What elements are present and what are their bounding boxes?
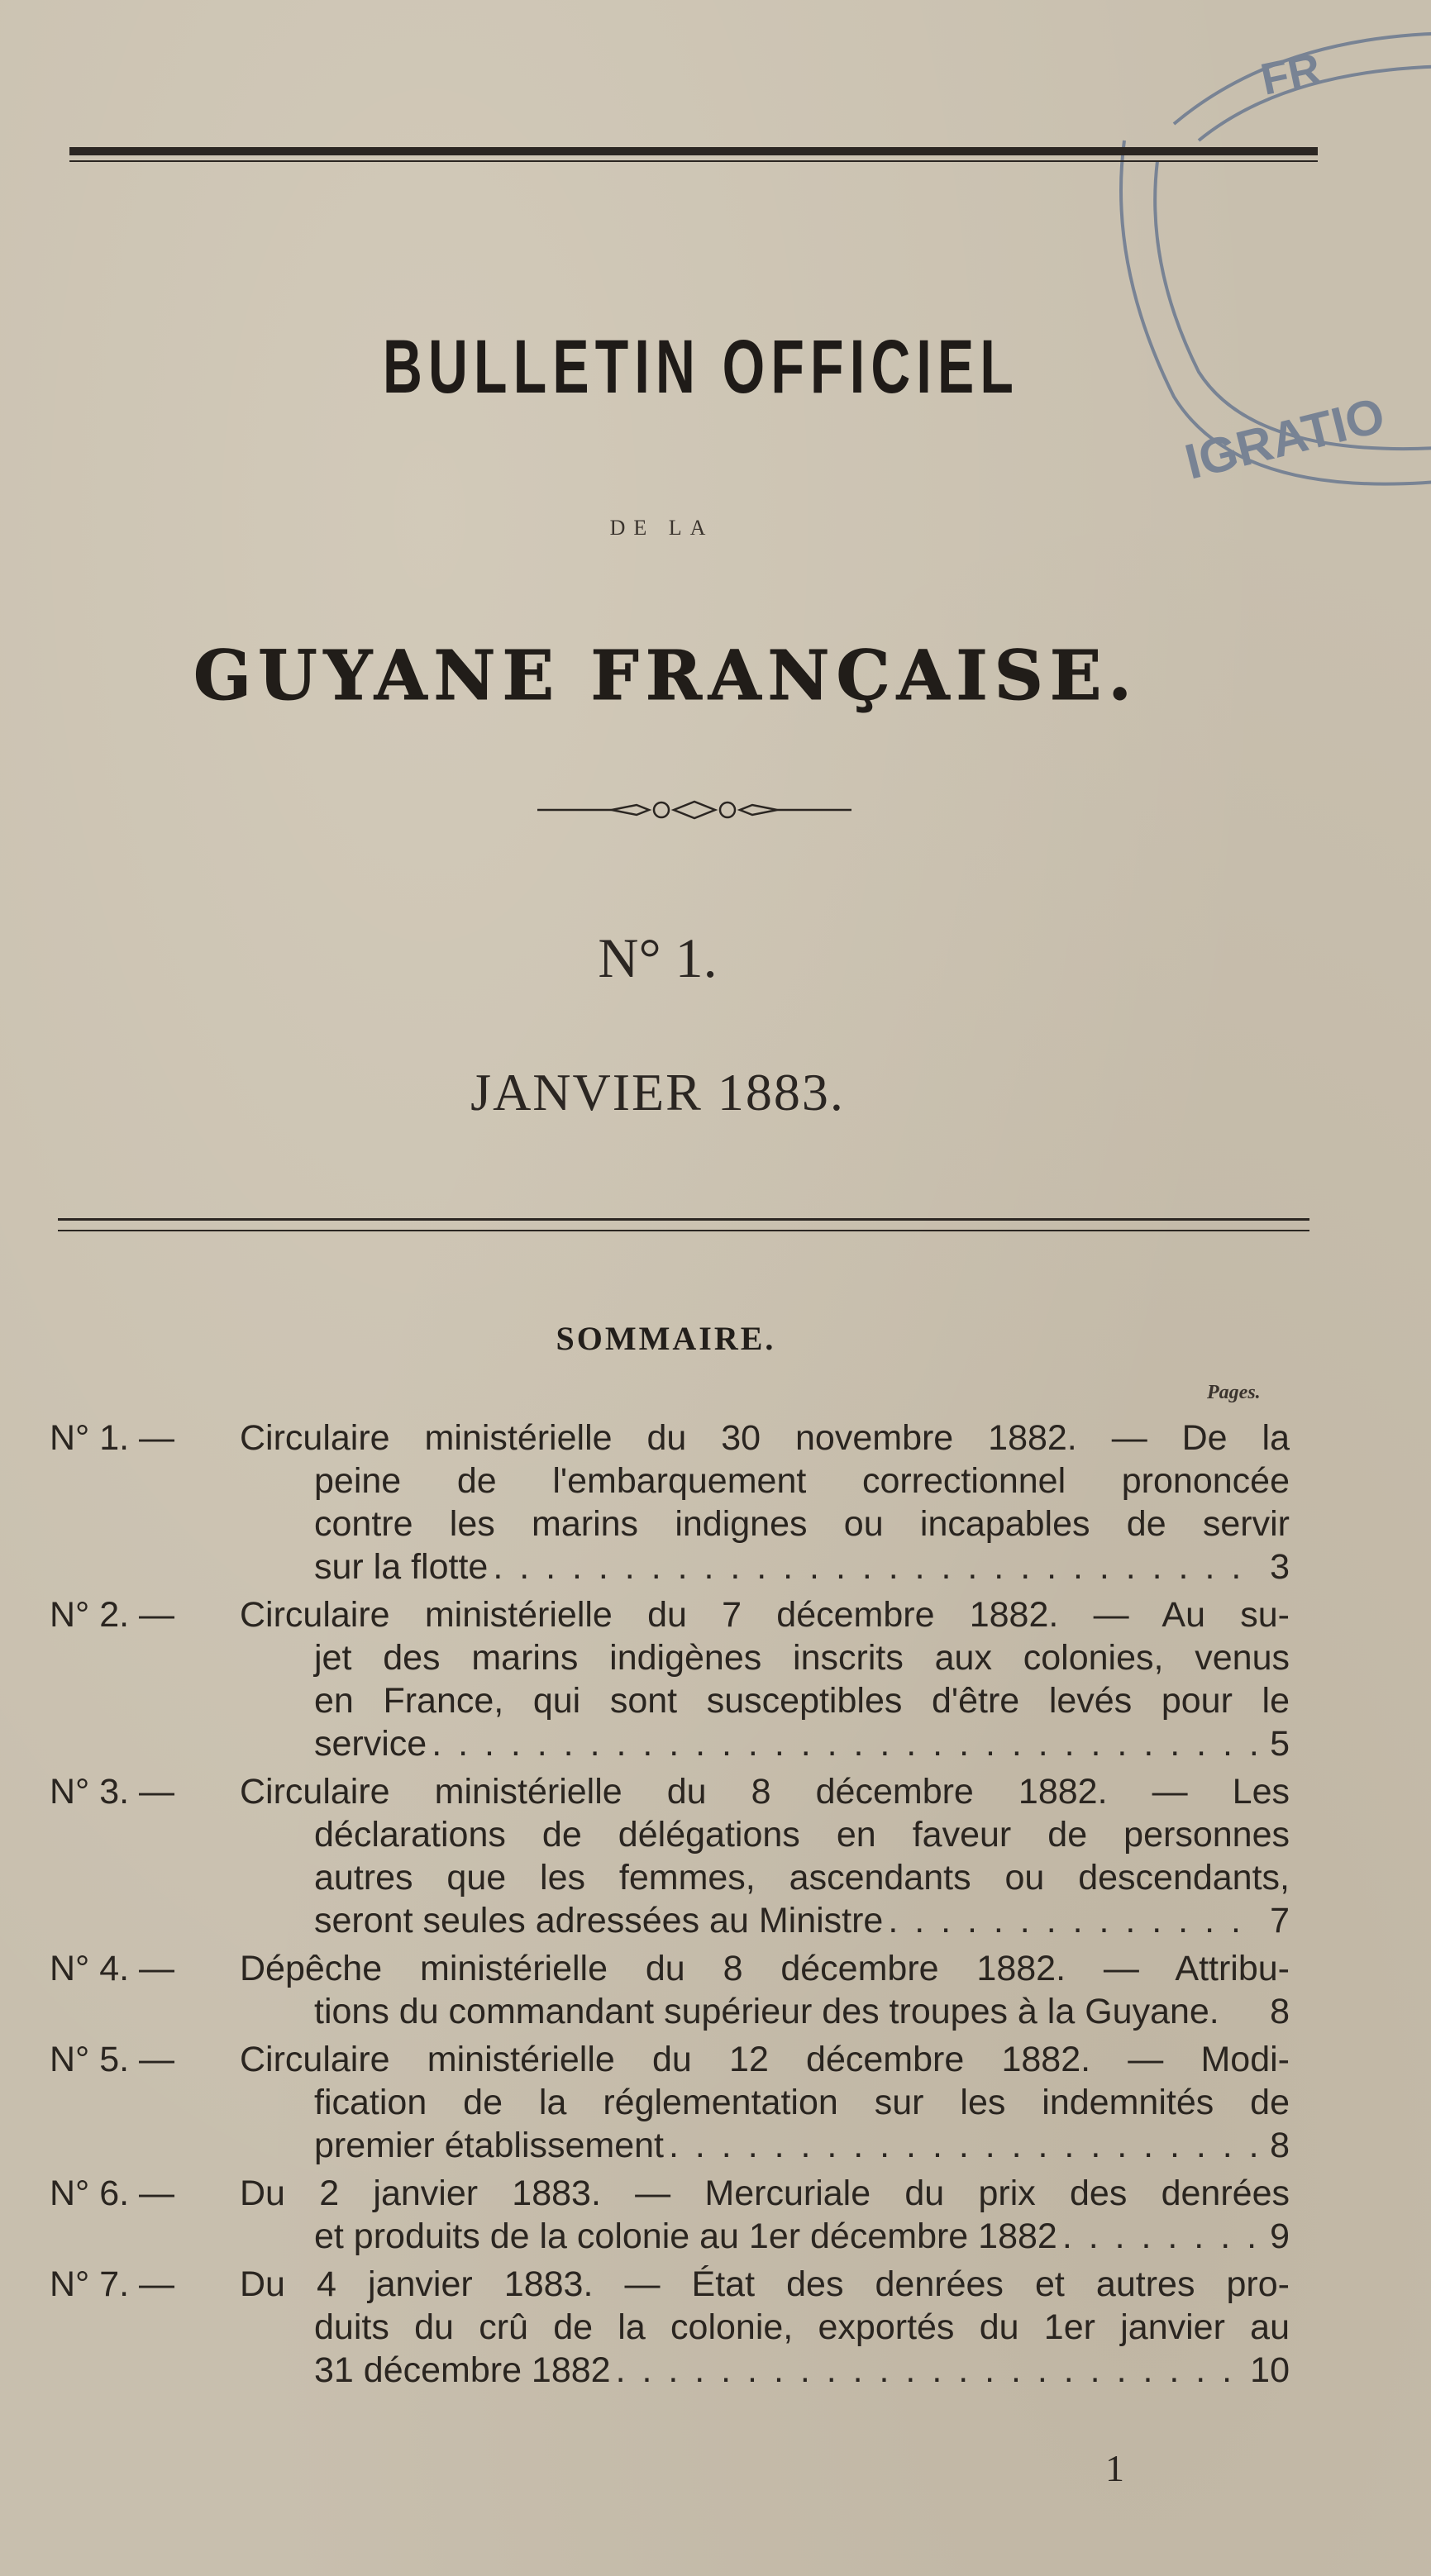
page-number: 1 [1105, 2447, 1124, 2489]
toc-entry [50, 1593, 1290, 1770]
toc-entry-body [240, 1417, 1290, 1588]
toc-entry-line: fication de la réglementation sur les indemnités de [314, 2083, 1290, 2122]
toc-entry-page: 3 [1270, 1547, 1290, 1587]
dot-leader [616, 2349, 1246, 2392]
separator-rule-bottom [58, 1230, 1309, 1231]
toc-entry-last-line [240, 1899, 1290, 1942]
toc-entry-body [240, 2263, 1290, 2392]
dot-leader [669, 2124, 1257, 2167]
toc-entry [50, 2172, 1290, 2263]
toc-entry-last-line [240, 1722, 1290, 1765]
stamp-text-bottom: IGRATIO [1179, 387, 1390, 490]
toc-entry-page: 9 [1270, 2217, 1290, 2256]
toc-entry-line: tions du commandant supérieur des troupes à la Guyane. [314, 1992, 1219, 2031]
toc-entry-line: sur la flotte [314, 1547, 489, 1587]
toc-entry-body [240, 1947, 1290, 2033]
toc-entry-line: 31 décembre 1882 [314, 2350, 611, 2390]
title-ornament [537, 798, 851, 821]
toc-entry-line: Circulaire ministérielle du 8 décembre 1882. — Les [240, 1772, 1290, 1812]
toc-entry-line: Circulaire ministérielle du 7 décembre 1882. — Au su- [240, 1595, 1290, 1635]
toc-entry-number: N° 2. — [50, 1595, 175, 1635]
toc-entry-line: autres que les femmes, ascendants ou descendants, [314, 1858, 1290, 1897]
toc-entry-body [240, 2038, 1290, 2167]
toc-entry-line: Du 2 janvier 1883. — Mercuriale du prix des denrées [240, 2174, 1290, 2213]
toc-entry-line: et produits de la colonie au 1er décembre 1882 [314, 2217, 1057, 2256]
toc-entry-body [240, 1593, 1290, 1765]
title-connector: DE LA [609, 516, 714, 540]
toc-entry-line: Dépêche ministérielle du 8 décembre 1882. — Attribu- [240, 1949, 1290, 1988]
toc-entry-page: 5 [1270, 1724, 1290, 1764]
toc-entry-page: 8 [1270, 2126, 1290, 2165]
toc-entry-line: Circulaire ministérielle du 30 novembre 1882. — De la [240, 1418, 1290, 1458]
toc-entry [50, 2038, 1290, 2172]
issue-date: JANVIER 1883. [470, 1063, 845, 1121]
toc-entry-number: N° 5. — [50, 2040, 175, 2079]
toc-entry-number: N° 1. — [50, 1418, 175, 1458]
toc-entry-line: jet des marins indigènes inscrits aux colonies, venus [314, 1638, 1290, 1678]
dot-leader [888, 1899, 1257, 1942]
dot-leader [1062, 2215, 1257, 2258]
toc-entry [50, 1417, 1290, 1593]
toc-entry-line: Circulaire ministérielle du 12 décembre 1882. — Modi- [240, 2040, 1290, 2079]
top-rule-thin [69, 160, 1318, 162]
pages-column-label: Pages. [1207, 1382, 1261, 1403]
toc-entry-last-line [240, 1990, 1290, 2033]
toc-entry-number: N° 7. — [50, 2264, 175, 2304]
library-stamp [1075, 17, 1431, 545]
toc-entry [50, 1770, 1290, 1947]
toc-entry-page: 7 [1270, 1901, 1290, 1940]
issue-number: N° 1. [598, 926, 718, 989]
toc-entry-line: premier établissement [314, 2126, 665, 2165]
toc-entry-line: en France, qui sont susceptibles d'être levés pour le [314, 1681, 1290, 1721]
toc-entry-number: N° 6. — [50, 2174, 175, 2213]
table-of-contents [50, 1417, 1290, 2397]
toc-entry-line: peine de l'embarquement correctionnel prononcée [314, 1461, 1290, 1501]
toc-entry-line: déclarations de délégations en faveur de personnes [314, 1815, 1290, 1855]
colony-title: GUYANE FRANÇAISE. [193, 636, 1138, 716]
separator-rule-top [58, 1218, 1309, 1221]
summary-heading: SOMMAIRE. [556, 1320, 776, 1357]
toc-entry-body [240, 2172, 1290, 2258]
toc-entry-last-line [240, 2124, 1290, 2167]
stamp-text-top: FR [1257, 44, 1325, 105]
toc-entry [50, 2263, 1290, 2397]
toc-entry-number: N° 4. — [50, 1949, 175, 1988]
toc-entry-line: service [314, 1724, 427, 1764]
top-rule-thick [69, 147, 1318, 155]
toc-entry-line: duits du crû de la colonie, exportés du 1er janvier au [314, 2307, 1290, 2347]
toc-entry-line: seront seules adressées au Ministre [314, 1901, 884, 1940]
toc-entry-body [240, 1770, 1290, 1942]
toc-entry-last-line [240, 1545, 1290, 1588]
toc-entry-page: 10 [1250, 2350, 1290, 2390]
toc-entry-last-line [240, 2215, 1290, 2258]
toc-entry-last-line [240, 2349, 1290, 2392]
dot-leader [432, 1722, 1257, 1765]
toc-entry-number: N° 3. — [50, 1772, 175, 1812]
bulletin-title: BULLETIN OFFICIEL [382, 325, 1020, 409]
toc-entry-line: Du 4 janvier 1883. — État des denrées et autres pro- [240, 2264, 1290, 2304]
toc-entry [50, 1947, 1290, 2038]
toc-entry-line: contre les marins indignes ou incapables de servir [314, 1504, 1290, 1544]
dot-leader [493, 1545, 1257, 1588]
toc-entry-page: 8 [1270, 1992, 1290, 2031]
